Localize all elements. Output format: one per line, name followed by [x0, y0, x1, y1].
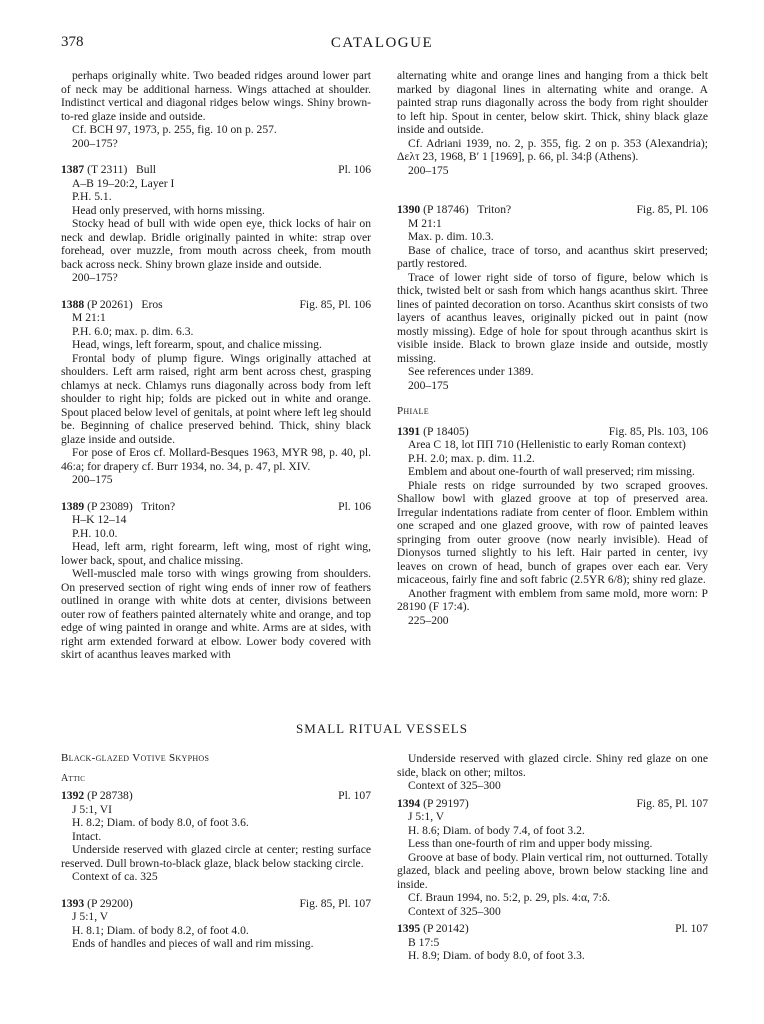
entry-number: 1393 [61, 896, 85, 910]
paragraph: Cf. Adriani 1939, no. 2, p. 355, fig. 2 on p. 353 (Alexandria); Δελτ 23, 1968, Β′ 1 [1969], p. 66, pl. 34:β (Athens). [397, 136, 708, 163]
line: Head, wings, left forearm, spout, and chalice missing. [72, 338, 322, 351]
plate-reference: Pl. 107 [338, 789, 371, 802]
line: See references under 1389. [408, 365, 534, 378]
inventory-number: (P 29197) [423, 796, 469, 810]
plate-reference: Pl. 106 [338, 163, 371, 176]
line: H. 8.1; Diam. of body 8.2, of foot 4.0. [72, 923, 249, 937]
inventory-number: (P 20261) [87, 297, 133, 311]
entry-id [61, 500, 175, 514]
spacer [61, 285, 371, 298]
paragraph: Base of chalice, trace of torso, and acanthus skirt preserved; partly restored. [397, 243, 708, 270]
inventory-number: (P 23089) [87, 499, 133, 513]
spacer [397, 190, 708, 203]
running-title: CATALOGUE [330, 35, 434, 51]
paragraph: perhaps originally white. Two beaded ridges around lower part of neck may be additional harness. Wings attached at shoulder. Indistinct vertical and diagonal ridges below wings. Shiny brown-to-red glaze inside and outside. [61, 69, 371, 123]
line: Ends of handles and pieces of wall and rim missing. [72, 937, 314, 950]
line: 200–175 [408, 378, 449, 392]
column-right-bottom [397, 752, 708, 963]
column-left-bottom [61, 752, 371, 951]
line: H. 8.2; Diam. of body 8.0, of foot 3.6. [72, 816, 249, 829]
spacer [61, 487, 371, 500]
paragraph: Head, left arm, right forearm, left wing, most of right wing, lower back, spout, and chalice missing. [61, 540, 371, 567]
section-heading: Phiale [397, 405, 429, 417]
inventory-number: (P 28738) [87, 789, 133, 802]
line: M 21:1 [72, 311, 106, 324]
spacer [397, 392, 708, 405]
paragraph: Phiale rests on ridge surrounded by two scraped grooves. Shallow bowl with glazed groove at top of preserved area. Irregular indentations radiate from center of floor. Emblem within one scraped and one glazed groove, with row of painted leaves springing from outer groove (now nearly invisible). Head of Dionysos turned slightly to his left. Hair parted in center, ivy leaves on crown of head, bunch of grapes over each ear. Very micaceous, fairly fine and soft fabric (2.5YR 6/8); shiny red glaze. [397, 478, 708, 586]
entry-number: 1390 [397, 203, 421, 216]
entry-number: 1394 [397, 796, 421, 810]
line: H–K 12–14 [72, 513, 127, 526]
line: P.H. 10.0. [72, 526, 118, 540]
line: Area C 18, lot ΠΠ 710 (Hellenistic to early Roman context) [408, 438, 686, 451]
paragraph: Underside reserved with glazed circle at center; resting surface reserved. Dull brown-to-black glaze, black below stacking circle. [61, 843, 371, 870]
line: 225–200 [408, 613, 449, 627]
entry-name: Triton? [477, 203, 512, 216]
paragraph: Groove at base of body. Plain vertical rim, not outturned. Totally glazed, black and peeling above, brown below stacking line and inside. [397, 850, 708, 891]
line: 200–175 [72, 473, 113, 486]
page-number: 378 [61, 34, 84, 50]
spacer [61, 150, 371, 163]
line: Less than one-fourth of rim and upper body missing. [408, 837, 653, 850]
line: Max. p. dim. 10.3. [408, 230, 494, 243]
line: Cf. Braun 1994, no. 5:2, p. 29, pls. 4:α, 7:δ. [408, 891, 611, 904]
line: M 21:1 [408, 216, 442, 230]
entry-id [397, 797, 469, 811]
column-left-top [61, 69, 371, 662]
line: B 17:5 [408, 935, 440, 949]
line: J 5:1, V [72, 910, 109, 923]
entry-heading [61, 500, 371, 514]
paragraph: For pose of Eros cf. Mollard-Besques 1963, MYR 98, p. 40, pl. 46:a; for drapery cf. Burr 1934, no. 34, p. 47, pl. XIV. [61, 446, 371, 473]
plate-reference: Fig. 85, Pl. 107 [636, 796, 708, 810]
line: J 5:1, VI [72, 802, 113, 816]
line: P.H. 6.0; max. p. dim. 6.3. [72, 324, 194, 338]
section-title: SMALL RITUAL VESSELS [296, 721, 468, 736]
entry-id [61, 897, 133, 911]
line: Head only preserved, with horns missing. [72, 203, 265, 217]
entry-name: Triton? [141, 499, 176, 513]
entry-number: 1388 [61, 297, 85, 311]
inventory-number: (T 2311) [87, 163, 128, 176]
plate-reference: Fig. 85, Pls. 103, 106 [608, 424, 708, 438]
plate-reference: Fig. 85, Pl. 107 [299, 896, 371, 910]
spacer [397, 177, 708, 190]
subsection-heading: Attic [61, 772, 86, 784]
entry-heading [61, 897, 371, 911]
spacer [61, 884, 371, 897]
paragraph: Another fragment with emblem from same mold, more worn: P 28190 (F 17:4). [397, 586, 708, 613]
entry-number: 1389 [61, 499, 85, 513]
paragraph: Stocky head of bull with wide open eye, thick locks of hair on neck and dewlap. Bridle originally painted in white: strap over forehead, over muzzle, from mouth across cheek, from mouth back across neck. Shiny brown glaze inside and outside. [61, 217, 371, 271]
line: 200–175? [72, 271, 118, 284]
plate-reference: Fig. 85, Pl. 106 [299, 297, 371, 311]
plate-reference: Fig. 85, Pl. 106 [636, 203, 708, 216]
paragraph: Trace of lower right side of torso of figure, below which is thick, twisted belt or sash from which hangs acanthus skirt. Three lines of painted decoration on torso. Acanthus skirt consists of two layers of acanthus leaves, originally picked out in paint (now mostly missing). Edge of hole for spout through acanthus skirt is visible inside. Black to brown glaze inside and outside, mostly missing. [397, 270, 708, 365]
entry-number: 1391 [397, 424, 421, 438]
line: H. 8.9; Diam. of body 8.0, of foot 3.3. [408, 949, 585, 962]
paragraph: Well-muscled male torso with wings growing from shoulders. On preserved section of right wing ends of inner row of feathers outlined in orange with white dots at center, divisions between outer row of feathers painted alternately white and orange, and top edge of wing painted in orange and white. Arms are at sides, with right arm extended forward at elbow. Lower body covered with skirt of acanthus leaves marked with [61, 567, 371, 661]
plate-reference: Pl. 106 [338, 499, 371, 513]
entry-id [397, 425, 469, 439]
entry-name: Eros [141, 297, 163, 311]
entry-heading [397, 922, 708, 936]
entry-id [61, 163, 156, 177]
entry-id [397, 922, 469, 936]
entry-number: 1395 [397, 922, 421, 935]
entry-id [397, 203, 511, 217]
line: Context of ca. 325 [72, 870, 158, 883]
line: 200–175? [72, 136, 118, 150]
line: J 5:1, V [408, 810, 445, 823]
line: Context of 325–300 [408, 779, 501, 792]
section-heading: Black-glazed Votive Skyphos [61, 752, 210, 764]
inventory-number: (P 18746) [423, 203, 469, 216]
line: Cf. BCH 97, 1973, p. 255, fig. 10 on p. 257. [72, 123, 277, 136]
entry-id [61, 789, 133, 803]
line: A–B 19–20:2, Layer I [72, 176, 175, 190]
inventory-number: (P 29200) [87, 896, 133, 910]
column-right-top [397, 69, 708, 627]
entry-number: 1392 [61, 789, 85, 802]
inventory-number: (P 20142) [423, 922, 469, 935]
entry-number: 1387 [61, 163, 85, 176]
entry-heading [397, 797, 708, 811]
entry-heading [61, 163, 371, 177]
plate-reference: Pl. 107 [675, 922, 708, 935]
paragraph: alternating white and orange lines and hanging from a thick belt marked by diagonal lines in alternating white and orange. A painted strap runs diagonally across the body from right shoulder to left hip. Spout in center, below skirt. Thick, shiny black glaze inside and outside. [397, 69, 708, 136]
line: 200–175 [408, 163, 449, 177]
line: Intact. [72, 829, 102, 843]
entry-heading [61, 298, 371, 312]
entry-heading [61, 789, 371, 803]
paragraph: Emblem and about one-fourth of wall preserved; rim missing. [408, 465, 695, 478]
entry-name: Bull [136, 163, 157, 176]
line: P.H. 5.1. [72, 190, 112, 203]
line: P.H. 2.0; max. p. dim. 11.2. [408, 451, 535, 465]
paragraph: Underside reserved with glazed circle. Shiny red glaze on one side, black on other; miltos. [397, 752, 708, 779]
line: H. 8.6; Diam. of body 7.4, of foot 3.2. [408, 823, 585, 837]
line: Context of 325–300 [408, 904, 501, 918]
entry-heading [397, 203, 708, 217]
entry-id [61, 298, 163, 312]
inventory-number: (P 18405) [423, 424, 469, 438]
paragraph: Frontal body of plump figure. Wings originally attached at shoulders. Left arm raised, right arm bent across chest, grasping chlamys at neck. Chlamys runs diagonally across body from left shoulder to right hip; folds are picked out in white and orange. Spout placed below level of genitals, at point where left leg should be. Beginning of chalice preserved behind. Thick, shiny black glaze inside and outside. [61, 351, 371, 446]
entry-heading [397, 425, 708, 439]
